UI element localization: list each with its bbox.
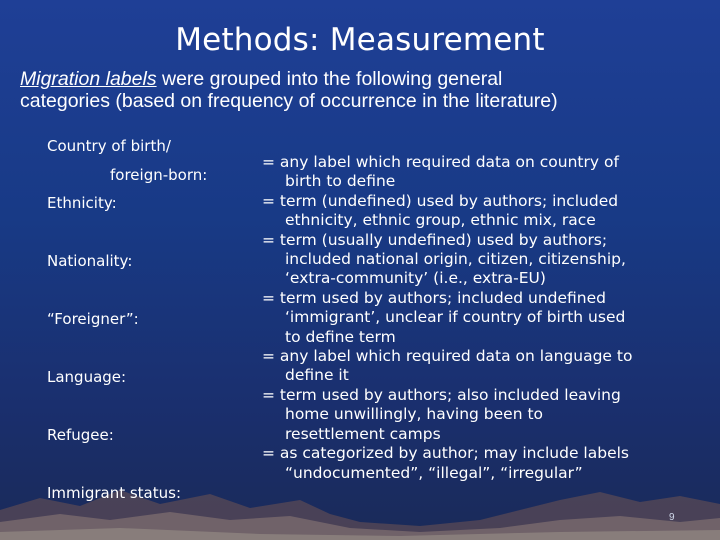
definition-line: home unwillingly, having been to: [285, 405, 544, 424]
slide-title: Methods: Measurement: [175, 22, 545, 58]
definition-list: [262, 153, 712, 483]
intro-line-1: [20, 68, 710, 90]
definition-line: = any label which required data on country of: [262, 153, 619, 171]
intro-line-2: categories (based on frequency of occurrence in the literature): [20, 90, 558, 112]
definition-line: = term (usually undefined) used by authors;: [262, 230, 608, 249]
definition-country-of-birth: [262, 153, 712, 192]
term-foreigner: “Foreigner”:: [47, 310, 139, 328]
definition-immigrant-status: [262, 444, 712, 483]
definition-line: to define term: [285, 327, 396, 346]
definition-line: = term used by authors; included undefined: [262, 288, 607, 307]
definition-line: “undocumented”, “illegal”, “irregular”: [285, 463, 583, 482]
term-refugee: Refugee:: [47, 426, 114, 444]
term-language: Language:: [47, 368, 127, 386]
definition-line: ‘immigrant’, unclear if country of birth used: [285, 308, 626, 327]
definition-line: ethnicity, ethnic group, ethnic mix, race: [285, 211, 596, 230]
migration-labels-link-text: Migration labels: [20, 68, 157, 90]
intro-line-1-rest: were grouped into the following general: [156, 68, 503, 90]
definition-ethnicity: [262, 192, 712, 231]
definition-language: [262, 347, 712, 386]
term-nationality: Nationality:: [47, 252, 133, 270]
page-number: 9: [669, 512, 675, 523]
term-ethnicity: Ethnicity:: [47, 194, 117, 212]
definition-line: = any label which required data on language to: [262, 347, 633, 366]
intro-paragraph: [20, 68, 710, 112]
term-country-of-birth-line-2: foreign-born:: [110, 166, 208, 184]
term-country-of-birth-line-1: Country of birth/: [47, 137, 171, 155]
definition-foreigner: [262, 289, 712, 347]
definition-refugee: [262, 386, 712, 444]
definition-line: included national origin, citizen, citizenship,: [285, 250, 626, 269]
definition-line: ‘extra-community’ (i.e., extra-EU): [285, 269, 546, 288]
term-immigrant-status: Immigrant status:: [47, 484, 181, 502]
definition-line: = as categorized by author; may include labels: [262, 444, 629, 463]
definition-line: = term used by authors; also included leaving: [262, 385, 621, 404]
definition-line: define it: [285, 366, 349, 385]
definition-line: = term (undefined) used by authors; included: [262, 191, 619, 210]
definition-line: birth to define: [285, 172, 396, 191]
definition-nationality: [262, 231, 712, 289]
definition-line: resettlement camps: [285, 424, 441, 443]
